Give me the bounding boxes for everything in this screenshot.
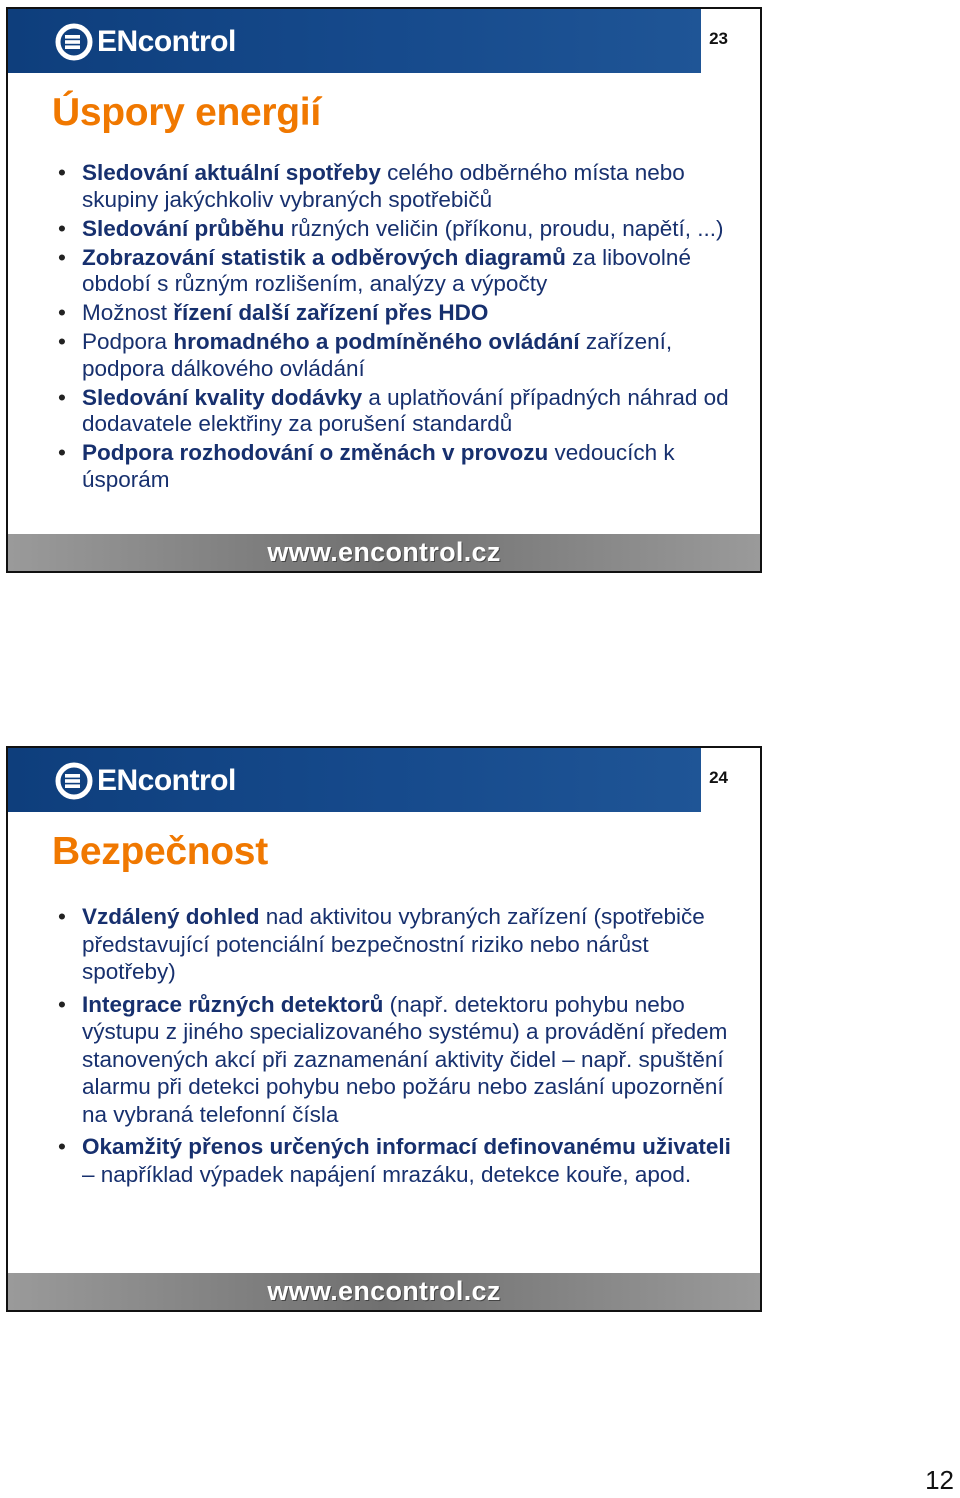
slide-24	[6, 746, 762, 1312]
encontrol-logo	[54, 20, 236, 64]
slide-number: 23	[709, 29, 728, 48]
bullet-item: • Možnost řízení další zařízení přes HDO	[52, 300, 740, 327]
page-number: 12	[925, 1465, 954, 1495]
bullet-list	[52, 903, 740, 1193]
bullet-item: • Podpora rozhodování o změnách v provozu vedoucích k úsporám	[52, 440, 740, 493]
bullet-item: • Podpora hromadného a podmíněného ovládání zařízení, podpora dálkového ovládání	[52, 329, 740, 382]
bullet-item: • Sledování aktuální spotřeby celého odběrného místa nebo skupiny jakýchkoliv vybraných spotřebičů	[52, 160, 740, 213]
slide-header	[8, 9, 701, 73]
footer-url: www.encontrol.cz	[267, 537, 501, 567]
encontrol-logo-icon	[54, 22, 94, 62]
slide-header	[8, 748, 701, 812]
bullet-list	[52, 160, 740, 496]
bullet-item: • Vzdálený dohled nad aktivitou vybraných zařízení (spotřebiče představující potenciální bezpečnostní riziko nebo nárůst spotřeby)	[52, 903, 740, 986]
slide-title: Úspory energií	[52, 91, 321, 134]
slide-footer	[8, 1273, 760, 1310]
bullet-item: • Integrace různých detektorů (např. detektoru pohybu nebo výstupu z jiného specializovaného systému) a provádění předem stanovených akcí při zaznamenání aktivity čidel – např. spuštění alarmu při detekci pohybu nebo požáru nebo zaslání upozornění na vybraná telefonní čísla	[52, 991, 740, 1129]
brand-name: ENcontrol	[97, 764, 236, 797]
brand-name: ENcontrol	[97, 25, 236, 58]
slide-title: Bezpečnost	[52, 830, 268, 873]
encontrol-logo-icon	[54, 761, 94, 801]
bullet-item: • Sledování kvality dodávky a uplatňování případných náhrad od dodavatele elektřiny za porušení standardů	[52, 385, 740, 438]
slide-23	[6, 7, 762, 573]
bullet-item: • Okamžitý přenos určených informací definovanému uživateli – například výpadek napájení mrazáku, detekce kouře, apod.	[52, 1133, 740, 1188]
bullet-item: • Sledování průběhu různých veličin (příkonu, proudu, napětí, ...)	[52, 216, 740, 243]
footer-url: www.encontrol.cz	[267, 1276, 501, 1306]
slide-footer	[8, 534, 760, 571]
encontrol-logo	[54, 759, 236, 803]
bullet-item: • Zobrazování statistik a odběrových diagramů za libovolné období s různým rozlišením, analýzy a výpočty	[52, 245, 740, 298]
slide-number: 24	[709, 768, 728, 787]
